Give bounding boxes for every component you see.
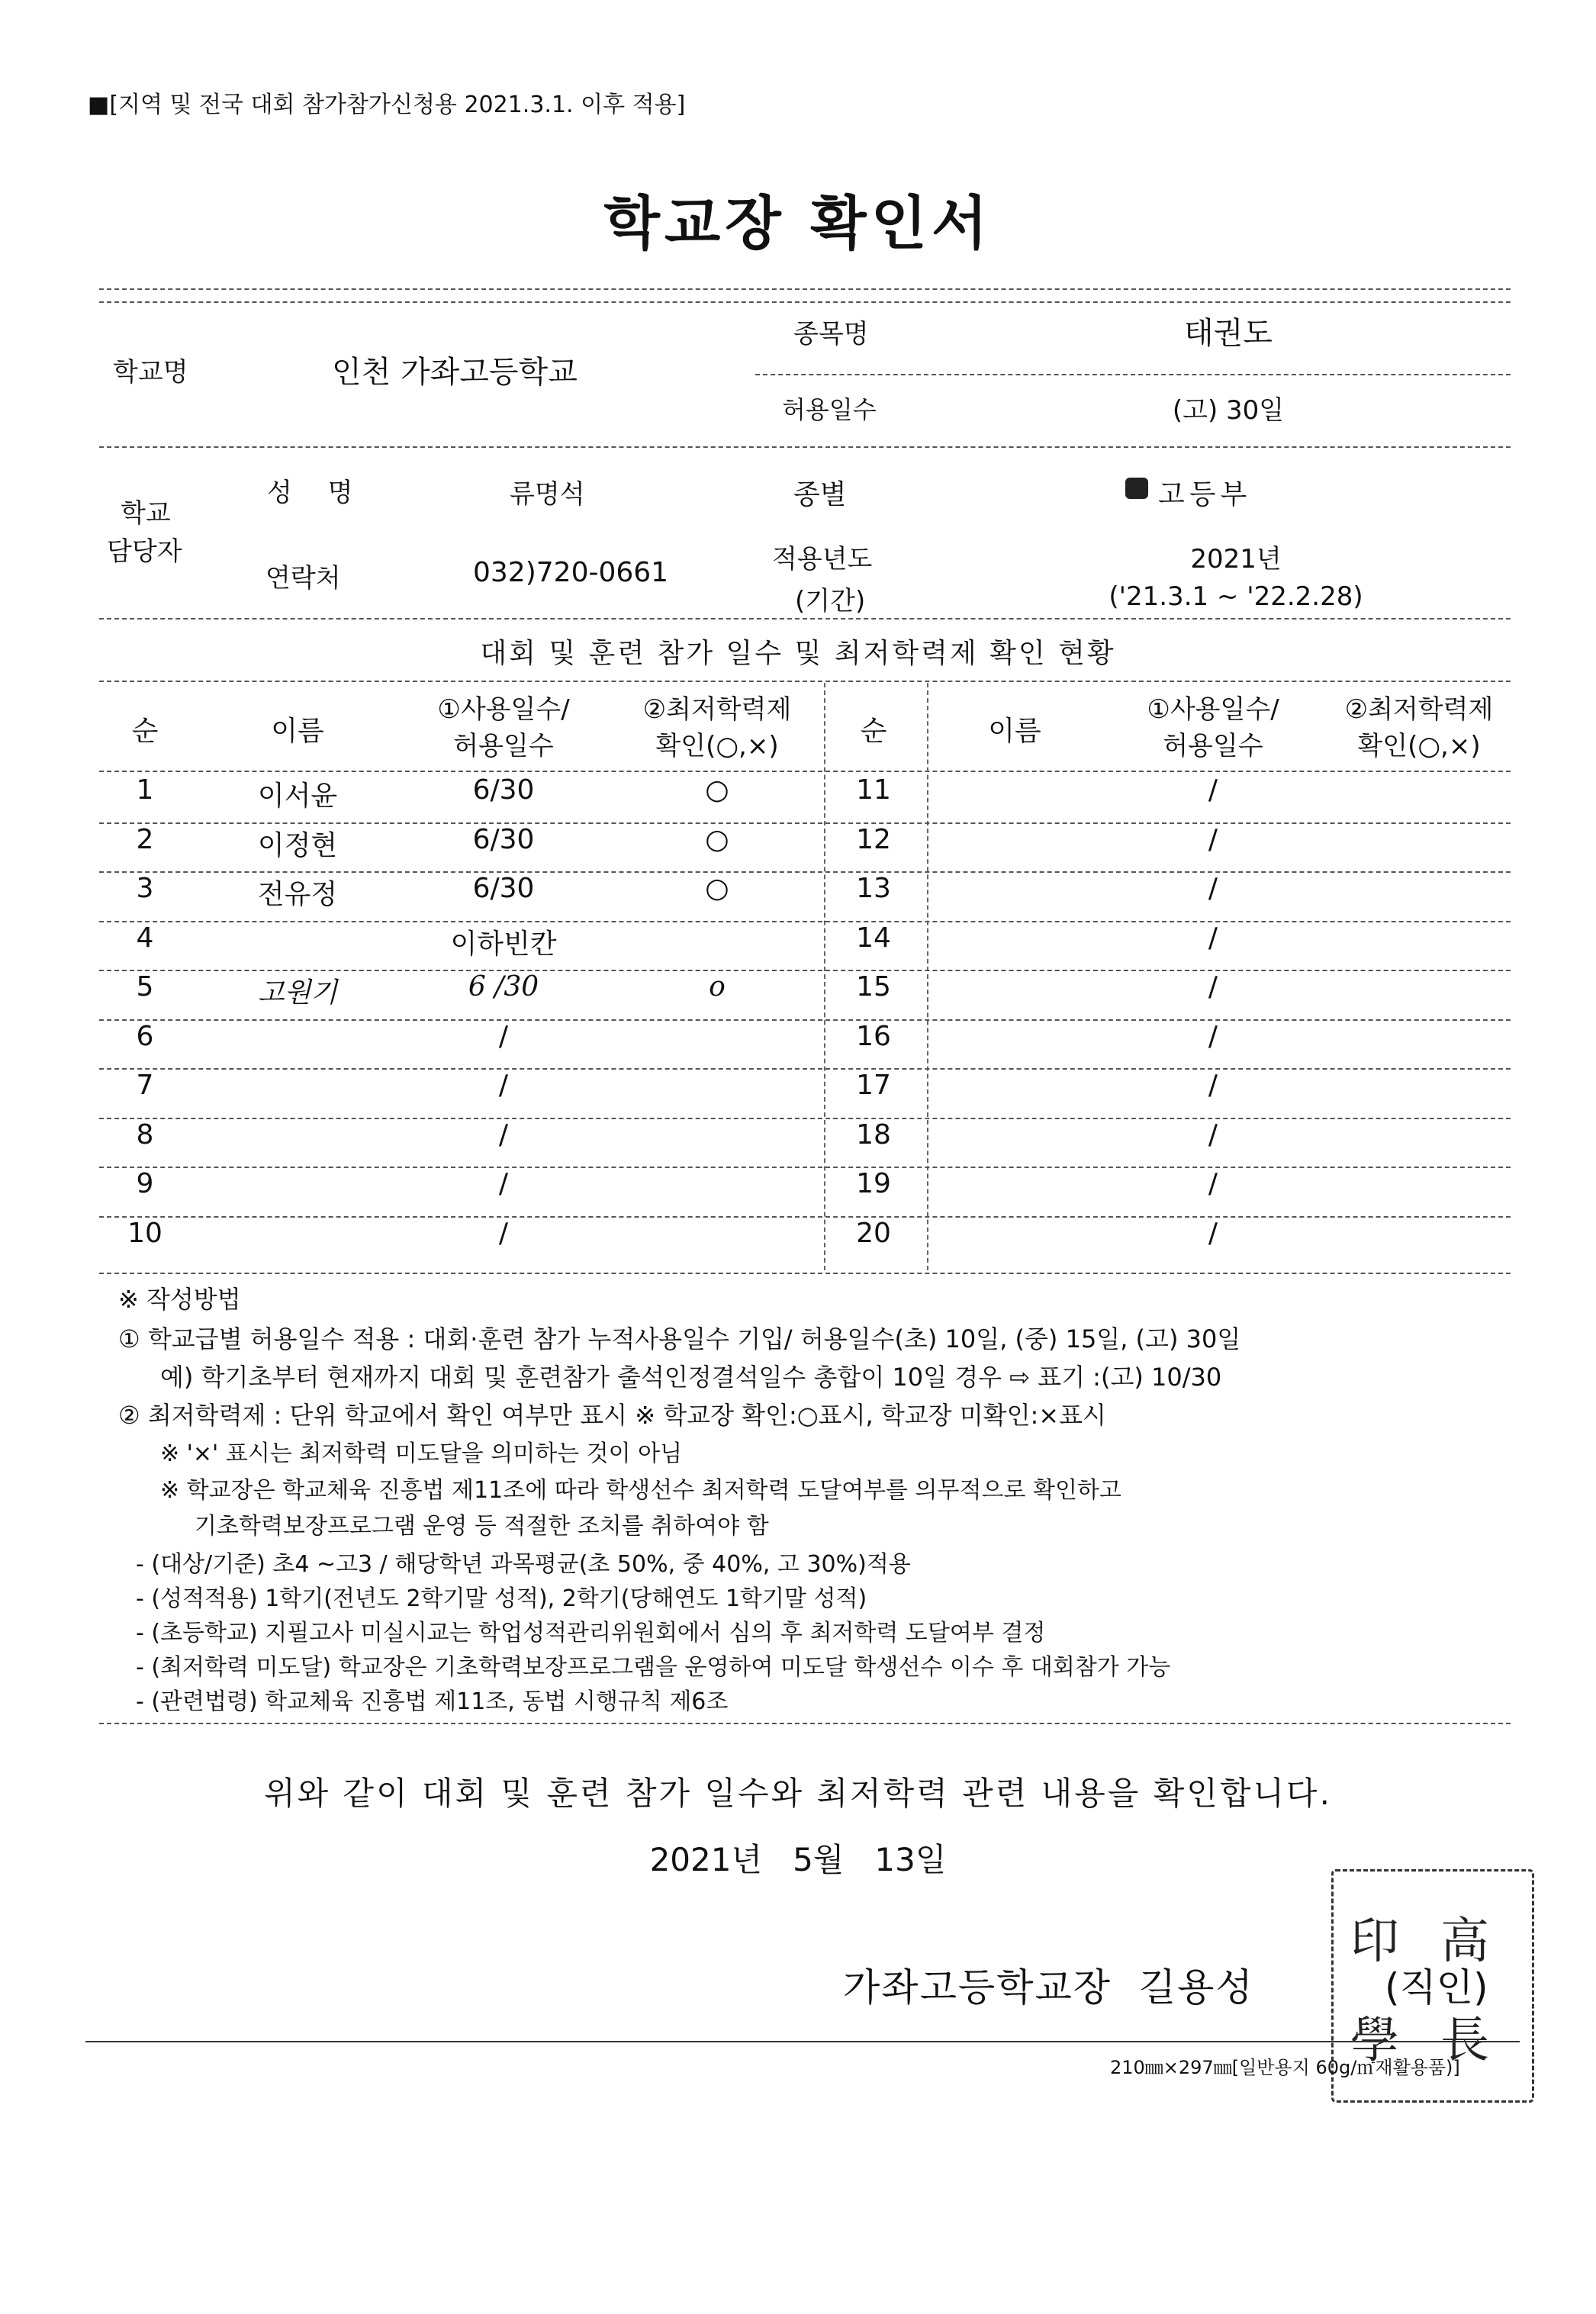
- stamp-mark: [1125, 478, 1148, 499]
- instruction-2: ② 최저학력제 : 단위 학교에서 확인 여부만 표시 ※ 학교장 확인:○표시, 학교장 미확인:×표시: [118, 1401, 1106, 1430]
- row-number: 16: [856, 1020, 891, 1052]
- column-divider: [927, 683, 928, 1270]
- manager-label-1: 학교: [121, 498, 171, 529]
- col-header-used-sub: 허용일수: [453, 731, 554, 761]
- row-used-days: /: [498, 1118, 509, 1151]
- note-2: ※ 학교장은 학교체육 진흥법 제11조에 따라 학생선수 최저학력 도달여부를 의무적으로 확인하고: [160, 1477, 1121, 1504]
- row-used-days: /: [498, 1020, 509, 1052]
- rule-elementary: - (초등학교) 지필고사 미실시교는 학업성적관리위원회에서 심의 후 최저학력 도달여부 결정: [136, 1620, 1046, 1646]
- contact-label: 연락처: [265, 563, 341, 594]
- seal-text: (직인): [1385, 1965, 1488, 2010]
- row-number: 17: [856, 1070, 891, 1101]
- instructions-heading: ※ 작성방법: [118, 1285, 241, 1314]
- status-heading: 대회 및 훈련 참가 일수 및 최저학력제 확인 현황: [480, 638, 1116, 669]
- row-name: 이서윤: [257, 780, 338, 812]
- row-used-days: /: [1208, 971, 1218, 1003]
- row-name: 전유정: [257, 879, 338, 910]
- row-number: 2: [136, 823, 154, 855]
- row-number: 20: [856, 1217, 891, 1249]
- col-header-name: 이름: [271, 716, 324, 747]
- rule-target: - (대상/기준) 초4 ~고3 / 해당학년 과목평균(초 50%, 중 40%, 고 30%)적용: [136, 1551, 911, 1578]
- bottom-rule: [85, 2041, 1520, 2042]
- rule-below-minimum: - (최저학력 미도달) 학교장은 기초학력보장프로그램을 운영하여 미도달 학생선수 이수 후 대회참가 가능: [136, 1654, 1171, 1681]
- rule-laws: - (관련법령) 학교체육 진흥법 제11조, 동법 시행규칙 제6조: [136, 1688, 729, 1715]
- event-value: 태권도: [1184, 316, 1273, 351]
- row-used-days: /: [1208, 1217, 1218, 1249]
- paper-spec: 210㎜×297㎜[일반용지 60g/㎡재활용품)]: [1110, 2057, 1460, 2078]
- row-number: 8: [136, 1118, 154, 1151]
- row-used-days: /: [498, 1168, 509, 1199]
- manager-name-label: 성 명: [267, 478, 367, 508]
- row-number: 13: [856, 873, 891, 904]
- row-check-mark: ○: [705, 873, 729, 904]
- allowed-days-value: (고) 30일: [1172, 395, 1285, 426]
- row-check-mark: ○: [705, 774, 729, 806]
- row-number: 14: [856, 922, 891, 954]
- col-header-no-right: 순: [860, 716, 887, 747]
- row-number: 1: [136, 774, 154, 806]
- row-check-mark: ○: [705, 823, 729, 855]
- row-used-days: /: [1208, 1020, 1218, 1052]
- col-header-name-right: 이름: [988, 716, 1041, 747]
- col-header-check-sub: 확인(○,×): [655, 731, 779, 761]
- principal-signature: 가좌고등학교장 길용성: [843, 1965, 1254, 2010]
- year-value-2: ('21.3.1 ~ '22.2.28): [1109, 581, 1363, 612]
- row-number: 11: [856, 774, 891, 806]
- row-number: 19: [856, 1168, 891, 1199]
- row-check-mark: o: [709, 971, 726, 1003]
- instruction-1: ① 학교급별 허용일수 적용 : 대회·훈련 참가 누적사용일수 기입/ 허용일수(초) 10일, (중) 15일, (고) 30일: [118, 1324, 1241, 1353]
- row-used-days: 6 /30: [468, 971, 539, 1003]
- official-seal-image: 印 高 學 長: [1331, 1869, 1534, 2103]
- row-number: 9: [136, 1168, 154, 1199]
- row-used-days: /: [498, 1217, 509, 1249]
- row-number: 10: [127, 1217, 162, 1249]
- divider: [99, 446, 1511, 448]
- row-used-days: 6/30: [472, 823, 535, 855]
- row-name: 고원기: [257, 977, 338, 1009]
- divider: [755, 374, 1511, 375]
- rule-grade: - (성적적용) 1학기(전년도 2학기말 성적), 2학기(당해연도 1학기말 성적): [136, 1585, 867, 1612]
- col-header-no: 순: [131, 716, 159, 747]
- row-number: 15: [856, 971, 891, 1003]
- divider: [99, 771, 1511, 772]
- note-1: ※ '×' 표시는 최저학력 미도달을 의미하는 것이 아님: [160, 1440, 683, 1467]
- column-divider: [824, 683, 825, 1270]
- year-label-1: 적용년도: [772, 544, 873, 574]
- row-number: 7: [136, 1070, 154, 1101]
- manager-name-value: 류명석: [510, 479, 585, 510]
- col-header-check: ②최저학력제: [642, 694, 792, 725]
- divider: [99, 301, 1511, 303]
- row-used-days: 6/30: [472, 873, 535, 904]
- row-name: 이정현: [257, 829, 338, 861]
- manager-label-2: 담당자: [107, 536, 182, 567]
- row-used-days: /: [1208, 1118, 1218, 1151]
- note-2-cont: 기초학력보장프로그램 운영 등 적절한 조치를 취하여야 함: [195, 1513, 769, 1540]
- divider: [99, 288, 1511, 290]
- row-used-days: /: [1208, 873, 1218, 904]
- col-header-used-sub-right: 허용일수: [1163, 731, 1263, 761]
- allowed-days-label: 허용일수: [782, 395, 877, 424]
- row-number: 5: [136, 971, 154, 1003]
- row-used-days: 6/30: [472, 774, 535, 806]
- instruction-1-example: 예) 학기초부터 현재까지 대회 및 훈련참가 출석인정결석일수 총합이 10일 경우 ⇨ 표기 :(고) 10/30: [160, 1363, 1222, 1392]
- row-number: 3: [136, 873, 154, 904]
- divider: [99, 1723, 1511, 1724]
- year-value-1: 2021년: [1190, 544, 1282, 574]
- year-label-2: (기간): [795, 586, 866, 616]
- row-used-days: 이하빈칸: [450, 928, 557, 960]
- row-used-days: /: [1208, 922, 1218, 954]
- event-label: 종목명: [793, 319, 869, 349]
- col-header-used: ①사용일수/: [437, 694, 570, 725]
- school-name-label: 학교명: [113, 357, 188, 388]
- row-number: 6: [136, 1020, 154, 1052]
- divider: [99, 681, 1511, 682]
- row-used-days: /: [1208, 823, 1218, 855]
- col-header-check-right: ②최저학력제: [1344, 694, 1494, 725]
- header-note: ■[지역 및 전국 대회 참가참가신청용 2021.3.1. 이후 적용]: [88, 92, 686, 118]
- row-number: 4: [136, 922, 154, 954]
- issue-date: 2021년 5월 13일: [649, 1841, 947, 1878]
- col-header-check-sub-right: 확인(○,×): [1357, 731, 1481, 761]
- document-title: 학교장 확인서: [603, 189, 993, 257]
- category-label: 종별: [793, 479, 847, 510]
- col-header-used-right: ①사용일수/: [1147, 694, 1279, 725]
- row-used-days: /: [498, 1070, 509, 1101]
- divider: [99, 618, 1511, 620]
- row-used-days: /: [1208, 1168, 1218, 1199]
- row-number: 12: [856, 823, 891, 855]
- category-value: 고등부: [1158, 479, 1252, 510]
- divider: [99, 1273, 1511, 1274]
- contact-value: 032)720-0661: [473, 557, 669, 588]
- row-used-days: /: [1208, 774, 1218, 806]
- row-number: 18: [856, 1118, 891, 1151]
- row-used-days: /: [1208, 1070, 1218, 1101]
- school-name-value: 인천 가좌고등학교: [332, 355, 578, 390]
- confirmation-statement: 위와 같이 대회 및 훈련 참가 일수와 최저학력 관련 내용을 확인합니다.: [264, 1775, 1332, 1812]
